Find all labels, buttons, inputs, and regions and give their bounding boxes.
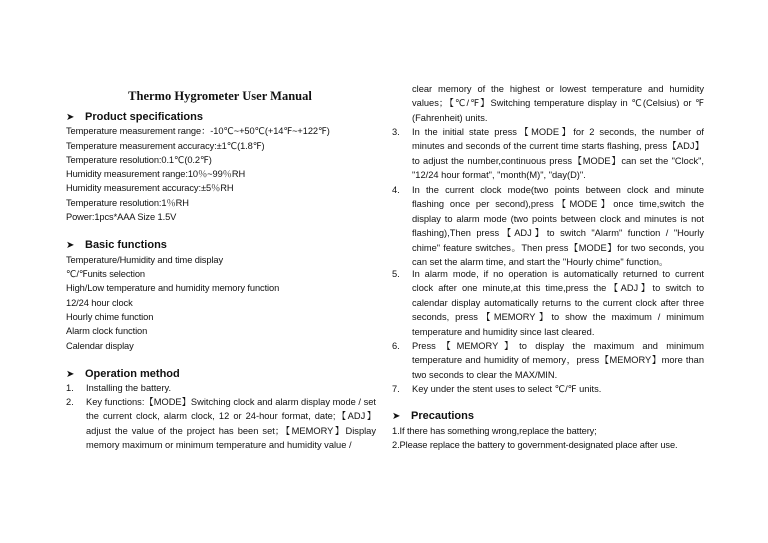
- operation-item-1: [66, 381, 378, 396]
- item-text: Installing the battery.: [86, 383, 172, 393]
- item-number: 3.: [392, 127, 400, 137]
- precautions-heading: [392, 410, 474, 422]
- operation-item-2-continued: [392, 82, 706, 126]
- page-title: Thermo Hygrometer User Manual: [128, 89, 312, 103]
- item-number: 5.: [392, 269, 400, 279]
- operation-item-2: [66, 395, 378, 457]
- arrow-bullet-icon: ➤: [66, 111, 75, 123]
- function-line: Temperature/Humidity and time display: [66, 255, 223, 265]
- operation-item-7: [392, 382, 706, 397]
- function-line: Calendar display: [66, 341, 134, 351]
- product-specs-heading-text: Product specifications: [85, 111, 203, 123]
- arrow-bullet-icon: ➤: [66, 239, 75, 251]
- spec-line: Humidity measurement range:10％~99％RH: [66, 169, 246, 179]
- spec-line: Humidity measurement accuracy:±5％RH: [66, 183, 234, 193]
- item-text: In alarm mode, if no operation is automatically returned to current clock after one minute,at this time,press the【ADJ】to switch to calendar display automatically returns to the current clock after three seconds, press【MEMORY】to show the maximum / minimum temperature and humidity since last cleared.: [412, 269, 704, 337]
- spec-line: Temperature measurement range：-10℃~+50℃(+14℉~+122℉): [66, 126, 330, 136]
- function-line: Hourly chime function: [66, 312, 154, 322]
- product-specs-heading: [66, 111, 203, 123]
- item-number: 1.: [66, 383, 74, 393]
- operation-heading-text: Operation method: [85, 368, 180, 380]
- spec-line: Temperature resolution:0.1℃(0.2℉): [66, 155, 212, 165]
- item-number: 7.: [392, 384, 400, 394]
- operation-item-3: [392, 125, 706, 183]
- function-line: Alarm clock function: [66, 326, 148, 336]
- spec-line: Temperature measurement accuracy:±1℃(1.8℉): [66, 141, 265, 151]
- item-number: 2.: [66, 397, 74, 407]
- function-line: 12/24 hour clock: [66, 298, 133, 308]
- item-text: In the initial state press【MODE】for 2 seconds, the number of minutes and seconds of the current time starts flashing, press【ADJ】to adjust the number,continuous press【MODE】can set the "Clock", "12/24 hour format", "month(M)", "day(D)".: [412, 127, 704, 181]
- basic-functions-heading: [66, 239, 167, 251]
- item-number: 6.: [392, 341, 400, 351]
- precautions-heading-text: Precautions: [411, 410, 474, 422]
- operation-item-6: [392, 339, 706, 383]
- item-text: Press【MEMORY】to display the maximum and minimum temperature and humidity of memory，press【MEMORY】more than two seconds to clear the MAX/MIN.: [412, 341, 704, 380]
- operation-heading: [66, 368, 180, 380]
- item-number: 4.: [392, 185, 400, 195]
- spec-line: Temperature resolution:1％RH: [66, 198, 189, 208]
- function-line: High/Low temperature and humidity memory function: [66, 283, 280, 293]
- precaution-line: 1.If there has something wrong,replace the battery;: [392, 426, 597, 436]
- spec-line: Power:1pcs*AAA Size 1.5V: [66, 212, 177, 222]
- operation-item-5: [392, 267, 706, 339]
- item-text-part-1: Key functions:【MODE】Switching clock and alarm display mode / set the current clock, alarm clock, 12 or 24-hour format, date;【ADJ】adjust the value of the project has been set；【MEMORY】Display memory maximum or minimum temperature and humidity value /: [86, 397, 376, 451]
- basic-functions-heading-text: Basic functions: [85, 239, 167, 251]
- function-line: ℃/℉units selection: [66, 269, 145, 279]
- item-text: Key under the stent uses to select ℃/℉ units.: [412, 384, 602, 394]
- operation-item-4: [392, 183, 706, 269]
- arrow-bullet-icon: ➤: [392, 410, 401, 422]
- arrow-bullet-icon: ➤: [66, 368, 75, 380]
- precaution-line: 2.Please replace the battery to government-designated place after use.: [392, 440, 678, 450]
- item-text-part-2: clear memory of the highest or lowest temperature and humidity values；【℃/℉】Switching temperature display in ℃(Celsius) or ℉ (Fahrenheit) units.: [412, 84, 704, 123]
- item-text: In the current clock mode(two points between clock and minute flashing once per second),press【MODE】once time,switch the display to alarm mode (two points between clock and minutes is not flashing),Then press【ADJ】to switch "Alarm" function / "Hourly chime" feature switches。Then press【MODE】for two seconds, you can set the alarm time, and start the "Hourly chime" function。: [412, 185, 704, 268]
